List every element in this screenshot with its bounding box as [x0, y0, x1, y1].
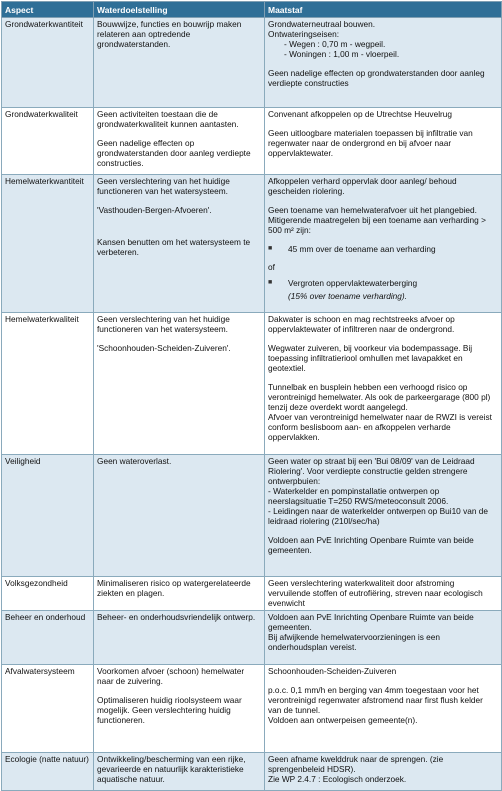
aspect-cell: Beheer en onderhoud: [2, 611, 94, 665]
table-row: [2, 108, 502, 175]
maatstaf-cell: Geen afname kwelddruk naar de sprengen. (zie sprengenbeleid HDSR). Zie WP 2.4.7 : Ecologisch onderzoek.: [265, 753, 502, 791]
bullet-square-icon: ■: [268, 279, 273, 286]
aspect-cell: Grondwaterkwaliteit: [2, 108, 94, 175]
maatstaf-cell: Schoonhouden-Scheiden-Zuiveren p.o.c. 0,1 mm/h en berging van 4mm toegestaan voor het verontreinigd regenwater afstromend naar first flush kelder van de tunnel. Voldoen aan ontwerpeisen gemeente(n).: [265, 665, 502, 753]
bullet-square-icon: ■: [268, 245, 273, 252]
doel-cell: Bouwwijze, functies en bouwrijp maken relateren aan optredende grondwaterstanden.: [94, 18, 265, 108]
maatstaf-cell: Dakwater is schoon en mag rechtstreeks afvoer op oppervlaktewater of infiltreren naar de ondergrond. Wegwater zuiveren, bij voorkeur via bodempassage. Bij toepassing infiltratieriool omhullen met lavapakket en geotextiel. Tunnelbak en busplein hebben een verhoogd risico op verontreinigd hemelwater. Als ook de parkeergarage (800 pl) tenzij deze overdekt wordt aangelegd. Afvoer van verontreinigd hemelwater naar de RWZI is vereist conform beslisboom aan- en afkoppelen verharde oppervlakken.: [265, 313, 502, 455]
aspect-cell: Volksgezondheid: [2, 577, 94, 611]
table-row: [2, 455, 502, 577]
maatstaf-cell: Geen water op straat bij een 'Bui 08/09' van de Leidraad Riolering'. Voor verdiepte constructie gelden strengere ontwerpbuien: - Waterkelder en pompinstallatie ontwerpen op neerslagsituatie T=250 RWS/meteoconsult 2006. - Leidingen naar de waterkelder ontwerpen op Bui10 van de leidraad riolering (210l/sec/ha) Voldoen aan PvE Inrichting Openbare Ruimte van beide gemeenten.: [265, 455, 502, 577]
doel-cell: Ontwikkeling/bescherming van een rijke, gevarieerde en natuurlijk karakteristieke aquatische natuur.: [94, 753, 265, 791]
table-row: [2, 665, 502, 753]
table-header-row: [2, 2, 502, 18]
aspect-cell: Hemelwaterkwaliteit: [2, 313, 94, 455]
doel-cell: Geen verslechtering van het huidige functioneren van het watersysteem. 'Vasthouden-Bergen-Afvoeren'. Kansen benutten om het watersysteem te verbeteren.: [94, 175, 265, 313]
list-item: ■ 45 mm over de toename aan verharding: [268, 244, 436, 254]
aspect-cell: Ecologie (natte natuur): [2, 753, 94, 791]
aspect-cell: Hemelwaterkwantiteit: [2, 175, 94, 313]
table-row: [2, 611, 502, 665]
maatstaf-cell: Voldoen aan PvE Inrichting Openbare Ruimte van beide gemeenten. Bij afwijkende hemelwatervoorzieningen is een onderhoudsplan vereist.: [265, 611, 502, 665]
maatstaf-cell: Geen verslechtering waterkwaliteit door afstroming vervuilende stoffen of eutrofiëring, streven naar ecologisch evenwicht: [265, 577, 502, 611]
doel-cell: Geen wateroverlast.: [94, 455, 265, 577]
maatstaf-cell: Afkoppelen verhard oppervlak door aanleg/ behoud gescheiden riolering. Geen toename van hemelwaterafvoer uit het plangebied. Mitigerende maatregelen bij een toename aan verharding > 500 m² zijn: ■ 45 mm over de toename aan verharding of ■ Vergroten oppervlaktewaterberging (15% over toename verharding).: [265, 175, 502, 313]
aspect-cell: Afvalwatersysteem: [2, 665, 94, 753]
header-maatstaf: Maatstaf: [265, 2, 502, 18]
water-objectives-table: [1, 1, 502, 791]
doel-cell: Voorkomen afvoer (schoon) hemelwater naar de zuivering. Optimaliseren huidig rioolsysteem waar mogelijk. Geen verslechtering huidig functioneren.: [94, 665, 265, 753]
table-row: [2, 18, 502, 108]
doel-cell: Geen verslechtering van het huidige functioneren van het watersysteem. 'Schoonhouden-Scheiden-Zuiveren'.: [94, 313, 265, 455]
doel-cell: Beheer- en onderhoudsvriendelijk ontwerp.: [94, 611, 265, 665]
list-item: ■ Vergroten oppervlaktewaterberging: [268, 278, 418, 288]
doel-cell: Minimaliseren risico op watergerelateerde ziekten en plagen.: [94, 577, 265, 611]
table-row: [2, 175, 502, 313]
header-waterdoelstelling: Waterdoelstelling: [94, 2, 265, 18]
table-row: [2, 577, 502, 611]
aspect-cell: Grondwaterkwantiteit: [2, 18, 94, 108]
header-aspect: Aspect: [2, 2, 94, 18]
aspect-cell: Veiligheid: [2, 455, 94, 577]
maatstaf-cell: Grondwaterneutraal bouwen. Ontwateringseisen: - Wegen : 0,70 m - wegpeil. - Woningen : 1,00 m - vloerpeil. Geen nadelige effecten op grondwaterstanden door aanleg verdiepte constructies: [265, 18, 502, 108]
table-row: [2, 313, 502, 455]
doel-cell: Geen activiteiten toestaan die de grondwaterkwaliteit kunnen aantasten. Geen nadelige effecten op grondwaterstanden door aanleg verdiepte constructies.: [94, 108, 265, 175]
maatstaf-cell: Convenant afkoppelen op de Utrechtse Heuvelrug Geen uitloogbare materialen toepassen bij infiltratie van regenwater naar de ondergrond en bij afvoer naar oppervlaktewater.: [265, 108, 502, 175]
table-row: [2, 753, 502, 791]
